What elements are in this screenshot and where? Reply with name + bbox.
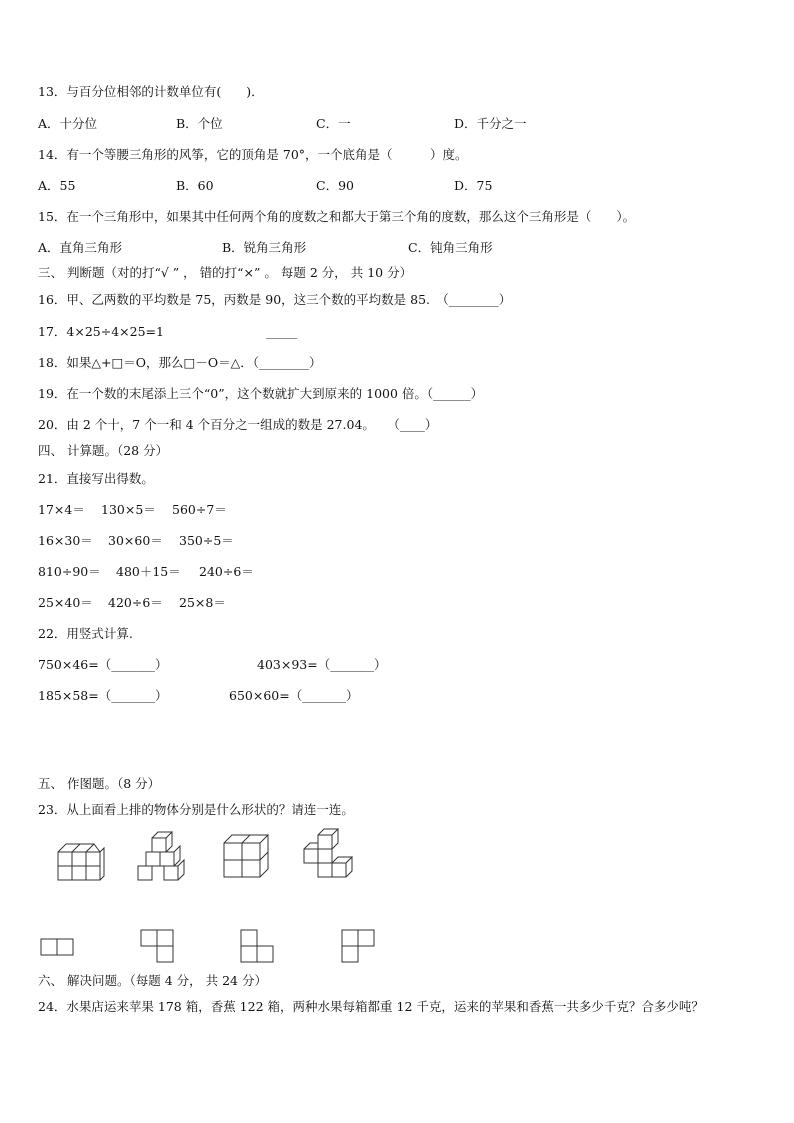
top-view-2 xyxy=(140,928,176,966)
solid-figure-3 xyxy=(222,833,270,879)
question-13-stem: 13．与百分位相邻的计数单位有( )． xyxy=(38,84,264,99)
question-14-option-c: C．90 xyxy=(316,178,354,193)
calc-item: 810÷90＝ xyxy=(38,564,101,579)
question-24: 24．水果店运来苹果 178 箱，香蕉 122 箱，两种水果每箱都重 12 千克，运来的苹果和香蕉一共多少千克？合多少吨？ xyxy=(38,999,704,1014)
question-23-stem: 23．从上面看上排的物体分别是什么形状的？请连一连。 xyxy=(38,802,354,817)
calc-item: 25×8＝ xyxy=(179,595,226,610)
calc-item: 350÷5＝ xyxy=(179,533,234,548)
question-19: 19．在一个数的末尾添上三个“0”，这个数就扩大到原来的 1000 倍。（______） xyxy=(38,386,484,401)
vertical-calc-item: 185×58=（_______） xyxy=(38,688,168,703)
question-15-option-b: B．锐角三角形 xyxy=(222,240,307,255)
top-view-4 xyxy=(340,928,378,966)
question-14-option-d: D．75 xyxy=(454,178,493,193)
calc-item: 560÷7＝ xyxy=(172,502,227,517)
vertical-calc-item: 403×93=（_______） xyxy=(257,657,387,672)
section-4-title: 四、 计算题。（28 分） xyxy=(38,443,169,458)
question-14-option-a: A．55 xyxy=(38,178,76,193)
question-13-option-d: D．千分之一 xyxy=(454,116,527,131)
question-21-stem: 21．直接写出得数。 xyxy=(38,471,154,486)
top-view-3 xyxy=(240,928,276,966)
solid-figure-1 xyxy=(56,838,106,880)
question-15-option-c: C．钝角三角形 xyxy=(408,240,493,255)
vertical-calc-item: 750×46=（_______） xyxy=(38,657,168,672)
question-13-option-b: B．个位 xyxy=(176,116,223,131)
section-6-title: 六、 解决问题。（每题 4 分， 共 24 分） xyxy=(38,973,267,988)
calc-item: 420÷6＝ xyxy=(108,595,163,610)
question-18: 18．如果△+□＝O，那么□－O＝△．（________） xyxy=(38,355,322,370)
solid-figure-2 xyxy=(136,830,188,882)
question-13-option-a: A．十分位 xyxy=(38,116,98,131)
question-20: 20．由 2 个十，7 个一和 4 个百分之一组成的数是 27.04。 （____） xyxy=(38,417,438,432)
calc-item: 240÷6＝ xyxy=(199,564,254,579)
question-17-blank: _____ xyxy=(266,324,298,339)
calc-item: 16×30＝ xyxy=(38,533,93,548)
question-17: 17．4×25÷4×25=1 xyxy=(38,324,164,339)
vertical-calc-item: 650×60=（_______） xyxy=(229,688,359,703)
top-view-1 xyxy=(40,937,76,957)
question-13-option-c: C．一 xyxy=(316,116,351,131)
solid-figure-4 xyxy=(300,827,356,881)
section-3-title: 三、 判断题（对的打“√ ” ， 错的打“×” 。 每题 2 分， 共 10 分） xyxy=(38,265,413,280)
calc-item: 25×40＝ xyxy=(38,595,93,610)
calc-item: 30×60＝ xyxy=(108,533,163,548)
question-14-stem: 14．有一个等腰三角形的风筝，它的顶角是 70°，一个底角是（ ）度。 xyxy=(38,147,468,162)
section-5-title: 五、 作图题。（8 分） xyxy=(38,776,161,791)
question-14-option-b: B．60 xyxy=(176,178,214,193)
question-22-stem: 22．用竖式计算. xyxy=(38,626,133,641)
calc-item: 130×5＝ xyxy=(101,502,156,517)
question-15-stem: 15．在一个三角形中，如果其中任何两个角的度数之和都大于第三个角的度数，那么这个三角形是（ ）。 xyxy=(38,209,636,224)
calc-item: 480＋15＝ xyxy=(116,564,181,579)
calc-item: 17×4＝ xyxy=(38,502,85,517)
question-16: 16．甲、乙两数的平均数是 75，丙数是 90，这三个数的平均数是 85. （________） xyxy=(38,292,512,307)
question-15-option-a: A．直角三角形 xyxy=(38,240,123,255)
